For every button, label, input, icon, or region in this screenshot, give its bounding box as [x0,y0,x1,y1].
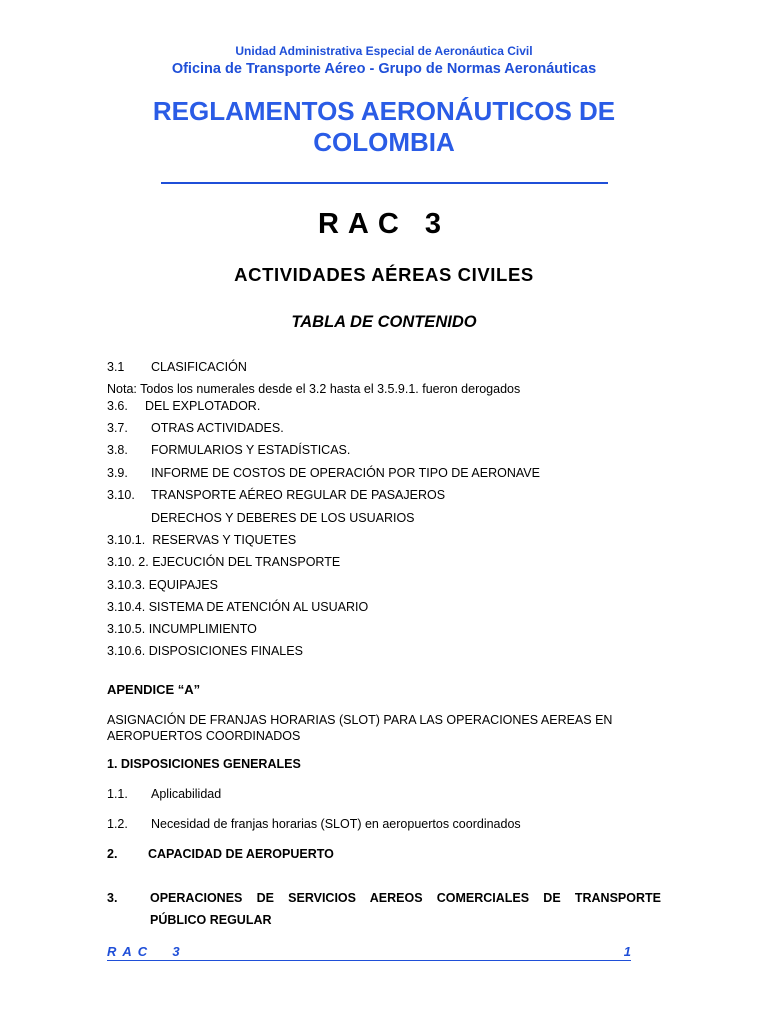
item-text: Aplicabilidad [151,787,222,801]
toc-heading: TABLA DE CONTENIDO [291,313,477,331]
section-2-heading [107,847,334,861]
toc-entry [107,421,284,435]
toc-number: 3.10.6. [107,644,146,658]
item-number: 1.1. [107,787,128,801]
toc-text: RESERVAS Y TIQUETES [152,533,297,547]
toc-entry [107,622,257,636]
appendix-description: ASIGNACIÓN DE FRANJAS HORARIAS (SLOT) PARA LAS OPERACIONES AEREAS EN AEROPUERTOS COORDINADOS [107,713,613,743]
page-number: 1 [623,944,631,959]
toc-text: DEL EXPLOTADOR. [145,399,261,413]
toc-number: 3.10.3. [107,578,146,592]
toc-number: 3.8. [107,443,128,457]
document-subtitle: ACTIVIDADES AÉREAS CIVILES [234,264,534,285]
title-divider [161,182,608,184]
toc-entry [107,555,340,569]
toc-entry [107,600,368,614]
appendix-title: APENDICE “A” [107,682,201,697]
section-3-heading-line-2: PÚBLICO REGULAR [150,913,272,927]
toc-number: 3.1 [107,360,125,374]
section-number: 2. [107,847,118,861]
toc-number: 3.7. [107,421,128,435]
toc-number: 3.10.5. [107,622,146,636]
toc-number: 3.6. [107,399,128,413]
title-line-1: REGLAMENTOS AERONÁUTICOS DE [152,96,616,126]
section-text: CAPACIDAD DE AEROPUERTO [148,847,334,861]
toc-text: INFORME DE COSTOS DE OPERACIÓN POR TIPO DE AERONAVE [151,466,540,480]
item-number: 1.2. [107,817,128,831]
toc-text: OTRAS ACTIVIDADES. [151,421,284,435]
toc-number: 3.10.4. [107,600,146,614]
toc-text: FORMULARIOS Y ESTADÍSTICAS. [151,443,351,457]
toc-entry [107,443,350,457]
toc-number: 3.9. [107,466,128,480]
section-item [107,787,221,801]
toc-entry [107,644,303,658]
toc-number: 3.10.1. [107,533,146,547]
toc-note [107,382,520,396]
toc-text: EQUIPAJES [148,578,218,592]
document-title [0,96,768,158]
toc-entry [107,466,540,480]
page-footer [107,944,631,961]
toc-text: EJECUCIÓN DEL TRANSPORTE [152,555,341,569]
rac-number: RAC 3 [317,208,450,240]
toc-text: INCUMPLIMIENTO [148,622,257,636]
section-1-heading: 1. DISPOSICIONES GENERALES [107,757,301,771]
toc-entry [107,533,296,547]
toc-text: TRANSPORTE AÉREO REGULAR DE PASAJEROS [151,488,446,502]
toc-entry [107,488,445,502]
toc-text: CLASIFICACIÓN [151,360,247,374]
title-line-2: COLOMBIA [313,127,455,157]
agency-name: Unidad Administrativa Especial de Aeronáutica Civil [235,44,533,58]
office-name: Oficina de Transporte Aéreo - Grupo de Normas Aeronáuticas [171,61,597,77]
toc-text: Nota: Todos los numerales desde el 3.2 hasta el 3.5.9.1. fueron derogados [107,382,521,396]
toc-entry [107,360,247,374]
toc-number: 3.10. 2. [107,555,149,569]
section-3-number: 3. [107,891,118,905]
footer-rac: RAC 3 [107,944,186,959]
toc-text: DERECHOS Y DEBERES DE LOS USUARIOS [151,511,415,525]
toc-number: 3.10. [107,488,135,502]
toc-entry [107,578,218,592]
section-3-heading-line-1: OPERACIONES DE SERVICIOS AEREOS COMERCIALES DE TRANSPORTE [150,891,661,905]
section-item [107,817,521,831]
toc-text: DISPOSICIONES FINALES [148,644,303,658]
item-text: Necesidad de franjas horarias (SLOT) en aeropuertos coordinados [151,817,521,831]
toc-entry [107,399,260,413]
toc-entry [107,511,415,525]
toc-text: SISTEMA DE ATENCIÓN AL USUARIO [148,600,369,614]
